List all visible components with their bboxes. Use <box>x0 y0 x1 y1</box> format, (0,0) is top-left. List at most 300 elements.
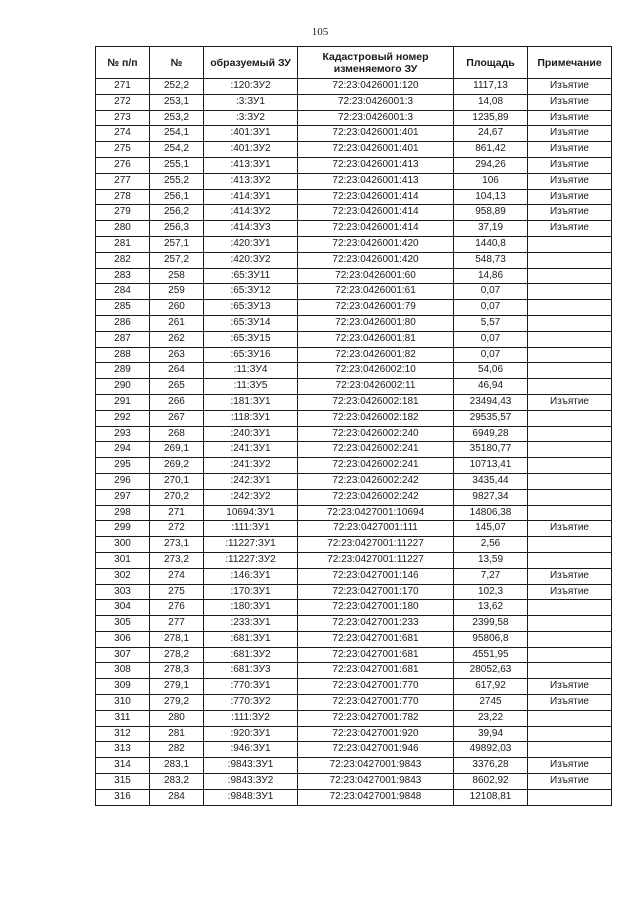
cell-formed-plot: :65:ЗУ16 <box>204 347 298 363</box>
cell-area: 24,67 <box>454 126 528 142</box>
cell-number: 253,2 <box>150 110 204 126</box>
cell-number: 256,1 <box>150 189 204 205</box>
cell-formed-plot: :770:ЗУ1 <box>204 679 298 695</box>
cell-formed-plot: :65:ЗУ13 <box>204 300 298 316</box>
cell-number: 254,2 <box>150 142 204 158</box>
cell-number: 265 <box>150 379 204 395</box>
cell-row-number: 316 <box>96 789 150 805</box>
cell-number: 260 <box>150 300 204 316</box>
table-row <box>96 695 612 711</box>
cell-note <box>528 631 612 647</box>
cell-formed-plot: :240:ЗУ1 <box>204 426 298 442</box>
table-row <box>96 142 612 158</box>
table-row <box>96 126 612 142</box>
table-row <box>96 473 612 489</box>
cell-number: 256,3 <box>150 221 204 237</box>
cell-area: 14,86 <box>454 268 528 284</box>
cell-cadastral-number: 72:23:0427001:170 <box>298 584 454 600</box>
table-row <box>96 584 612 600</box>
cell-row-number: 311 <box>96 710 150 726</box>
table-row <box>96 252 612 268</box>
cell-cadastral-number: 72:23:0426001:401 <box>298 142 454 158</box>
cell-area: 1235,89 <box>454 110 528 126</box>
cell-row-number: 282 <box>96 252 150 268</box>
cell-number: 282 <box>150 742 204 758</box>
cell-number: 266 <box>150 394 204 410</box>
cell-row-number: 288 <box>96 347 150 363</box>
cell-note <box>528 616 612 632</box>
cell-number: 274 <box>150 568 204 584</box>
cell-note: Изъятие <box>528 758 612 774</box>
table-row <box>96 110 612 126</box>
cell-cadastral-number: 72:23:0426001:420 <box>298 236 454 252</box>
cell-cadastral-number: 72:23:0427001:770 <box>298 695 454 711</box>
header-formed-plot: образуемый ЗУ <box>204 47 298 79</box>
cell-formed-plot: :9843:ЗУ1 <box>204 758 298 774</box>
cell-note: Изъятие <box>528 774 612 790</box>
cell-note: Изъятие <box>528 521 612 537</box>
table-row <box>96 742 612 758</box>
cell-row-number: 285 <box>96 300 150 316</box>
cell-note: Изъятие <box>528 126 612 142</box>
cell-area: 95806,8 <box>454 631 528 647</box>
cell-formed-plot: :181:ЗУ1 <box>204 394 298 410</box>
cell-row-number: 277 <box>96 173 150 189</box>
table-row <box>96 552 612 568</box>
cell-area: 958,89 <box>454 205 528 221</box>
cell-cadastral-number: 72:23:0426002:182 <box>298 410 454 426</box>
cell-row-number: 312 <box>96 726 150 742</box>
cell-note: Изъятие <box>528 568 612 584</box>
cell-area: 617,92 <box>454 679 528 695</box>
table-row <box>96 647 612 663</box>
cell-row-number: 293 <box>96 426 150 442</box>
cell-note: Изъятие <box>528 110 612 126</box>
cell-formed-plot: :401:ЗУ1 <box>204 126 298 142</box>
cell-area: 37,19 <box>454 221 528 237</box>
cell-area: 54,06 <box>454 363 528 379</box>
cell-area: 4551,95 <box>454 647 528 663</box>
cell-note <box>528 710 612 726</box>
header-cadastral-number: Кадастровый номер изменяемого ЗУ <box>298 47 454 79</box>
cell-row-number: 313 <box>96 742 150 758</box>
cell-area: 861,42 <box>454 142 528 158</box>
cell-cadastral-number: 72:23:0426002:11 <box>298 379 454 395</box>
cell-area: 10713,41 <box>454 458 528 474</box>
cell-note <box>528 347 612 363</box>
cell-area: 0,07 <box>454 284 528 300</box>
cell-area: 35180,77 <box>454 442 528 458</box>
cell-number: 255,2 <box>150 173 204 189</box>
cell-cadastral-number: 72:23:0426001:3 <box>298 110 454 126</box>
cell-cadastral-number: 72:23:0427001:233 <box>298 616 454 632</box>
cell-row-number: 290 <box>96 379 150 395</box>
cell-number: 262 <box>150 331 204 347</box>
table-row <box>96 284 612 300</box>
cell-formed-plot: 10694:ЗУ1 <box>204 505 298 521</box>
cell-area: 0,07 <box>454 347 528 363</box>
cell-row-number: 287 <box>96 331 150 347</box>
cell-number: 263 <box>150 347 204 363</box>
cell-note <box>528 315 612 331</box>
cell-number: 273,2 <box>150 552 204 568</box>
cell-number: 264 <box>150 363 204 379</box>
cell-note <box>528 473 612 489</box>
table-row <box>96 173 612 189</box>
cell-number: 253,1 <box>150 94 204 110</box>
cell-number: 276 <box>150 600 204 616</box>
cell-formed-plot: :11:ЗУ5 <box>204 379 298 395</box>
table-row <box>96 710 612 726</box>
cell-formed-plot: :146:ЗУ1 <box>204 568 298 584</box>
cell-row-number: 278 <box>96 189 150 205</box>
cell-cadastral-number: 72:23:0426002:240 <box>298 426 454 442</box>
cell-formed-plot: :65:ЗУ14 <box>204 315 298 331</box>
cell-row-number: 306 <box>96 631 150 647</box>
table-row <box>96 726 612 742</box>
cell-formed-plot: :414:ЗУ1 <box>204 189 298 205</box>
cell-cadastral-number: 72:23:0427001:770 <box>298 679 454 695</box>
cell-cadastral-number: 72:23:0426001:120 <box>298 79 454 95</box>
table-row <box>96 631 612 647</box>
cell-number: 279,1 <box>150 679 204 695</box>
cell-number: 269,1 <box>150 442 204 458</box>
table-row <box>96 789 612 805</box>
table-row <box>96 410 612 426</box>
cell-note <box>528 426 612 442</box>
cell-number: 275 <box>150 584 204 600</box>
cell-number: 278,3 <box>150 663 204 679</box>
table-row <box>96 363 612 379</box>
cell-cadastral-number: 72:23:0427001:782 <box>298 710 454 726</box>
cell-number: 267 <box>150 410 204 426</box>
table-row <box>96 394 612 410</box>
cell-cadastral-number: 72:23:0426001:420 <box>298 252 454 268</box>
cell-formed-plot: :770:ЗУ2 <box>204 695 298 711</box>
table-row <box>96 268 612 284</box>
cell-number: 270,2 <box>150 489 204 505</box>
table-row <box>96 505 612 521</box>
cell-cadastral-number: 72:23:0426002:241 <box>298 442 454 458</box>
cell-row-number: 294 <box>96 442 150 458</box>
cell-formed-plot: :9848:ЗУ1 <box>204 789 298 805</box>
cell-note: Изъятие <box>528 142 612 158</box>
cell-area: 14806,38 <box>454 505 528 521</box>
cell-area: 12108,81 <box>454 789 528 805</box>
cell-area: 6949,28 <box>454 426 528 442</box>
table-row <box>96 236 612 252</box>
cell-area: 14,08 <box>454 94 528 110</box>
cell-note: Изъятие <box>528 394 612 410</box>
cell-cadastral-number: 72:23:0426001:414 <box>298 221 454 237</box>
cell-formed-plot: :920:ЗУ1 <box>204 726 298 742</box>
cell-formed-plot: :241:ЗУ1 <box>204 442 298 458</box>
table-row <box>96 600 612 616</box>
cell-number: 268 <box>150 426 204 442</box>
table-row <box>96 379 612 395</box>
cell-cadastral-number: 72:23:0427001:10694 <box>298 505 454 521</box>
cell-row-number: 303 <box>96 584 150 600</box>
cell-area: 2,56 <box>454 537 528 553</box>
cell-formed-plot: :413:ЗУ1 <box>204 157 298 173</box>
cell-note: Изъятие <box>528 173 612 189</box>
cell-row-number: 283 <box>96 268 150 284</box>
cell-area: 294,26 <box>454 157 528 173</box>
cell-cadastral-number: 72:23:0426002:242 <box>298 489 454 505</box>
cell-formed-plot: :111:ЗУ1 <box>204 521 298 537</box>
cell-note: Изъятие <box>528 679 612 695</box>
cell-formed-plot: :413:ЗУ2 <box>204 173 298 189</box>
cell-number: 281 <box>150 726 204 742</box>
cell-area: 23,22 <box>454 710 528 726</box>
cell-formed-plot: :118:ЗУ1 <box>204 410 298 426</box>
cell-formed-plot: :242:ЗУ2 <box>204 489 298 505</box>
cell-formed-plot: :65:ЗУ12 <box>204 284 298 300</box>
cell-note <box>528 252 612 268</box>
cell-formed-plot: :241:ЗУ2 <box>204 458 298 474</box>
cell-row-number: 289 <box>96 363 150 379</box>
table-row <box>96 189 612 205</box>
cell-number: 279,2 <box>150 695 204 711</box>
table-row <box>96 331 612 347</box>
cell-cadastral-number: 72:23:0426001:414 <box>298 189 454 205</box>
cell-formed-plot: :946:ЗУ1 <box>204 742 298 758</box>
cell-row-number: 296 <box>96 473 150 489</box>
cell-cadastral-number: 72:23:0426001:413 <box>298 157 454 173</box>
cell-area: 0,07 <box>454 300 528 316</box>
cell-area: 3376,28 <box>454 758 528 774</box>
cell-formed-plot: :170:ЗУ1 <box>204 584 298 600</box>
cell-cadastral-number: 72:23:0426001:3 <box>298 94 454 110</box>
cell-note <box>528 331 612 347</box>
table-row <box>96 489 612 505</box>
cell-formed-plot: :681:ЗУ3 <box>204 663 298 679</box>
cell-row-number: 291 <box>96 394 150 410</box>
cell-area: 13,62 <box>454 600 528 616</box>
cell-cadastral-number: 72:23:0426001:61 <box>298 284 454 300</box>
cell-note <box>528 726 612 742</box>
cell-row-number: 315 <box>96 774 150 790</box>
cell-cadastral-number: 72:23:0427001:111 <box>298 521 454 537</box>
cell-note: Изъятие <box>528 79 612 95</box>
cell-formed-plot: :414:ЗУ2 <box>204 205 298 221</box>
cell-note <box>528 236 612 252</box>
cell-cadastral-number: 72:23:0427001:9843 <box>298 774 454 790</box>
cell-area: 13,59 <box>454 552 528 568</box>
cell-row-number: 274 <box>96 126 150 142</box>
cell-row-number: 307 <box>96 647 150 663</box>
table-row <box>96 94 612 110</box>
cell-formed-plot: :3:ЗУ1 <box>204 94 298 110</box>
cell-row-number: 299 <box>96 521 150 537</box>
table-body <box>96 79 612 806</box>
cell-cadastral-number: 72:23:0426001:82 <box>298 347 454 363</box>
cell-number: 280 <box>150 710 204 726</box>
cell-cadastral-number: 72:23:0426001:81 <box>298 331 454 347</box>
cell-row-number: 301 <box>96 552 150 568</box>
cell-note <box>528 300 612 316</box>
cell-note <box>528 458 612 474</box>
cell-formed-plot: :180:ЗУ1 <box>204 600 298 616</box>
cell-row-number: 298 <box>96 505 150 521</box>
table-row <box>96 157 612 173</box>
cell-area: 1440,8 <box>454 236 528 252</box>
cell-cadastral-number: 72:23:0426002:181 <box>298 394 454 410</box>
cell-area: 5,57 <box>454 315 528 331</box>
header-area: Площадь <box>454 47 528 79</box>
cell-area: 29535,57 <box>454 410 528 426</box>
cell-formed-plot: :11:ЗУ4 <box>204 363 298 379</box>
cell-note <box>528 789 612 805</box>
cell-note <box>528 284 612 300</box>
cell-row-number: 300 <box>96 537 150 553</box>
cell-number: 283,1 <box>150 758 204 774</box>
cell-note <box>528 410 612 426</box>
cell-formed-plot: :65:ЗУ15 <box>204 331 298 347</box>
cell-row-number: 305 <box>96 616 150 632</box>
cell-number: 278,2 <box>150 647 204 663</box>
cell-row-number: 309 <box>96 679 150 695</box>
cell-cadastral-number: 72:23:0427001:681 <box>298 663 454 679</box>
cell-cadastral-number: 72:23:0426001:60 <box>298 268 454 284</box>
cell-row-number: 308 <box>96 663 150 679</box>
cell-number: 273,1 <box>150 537 204 553</box>
cell-note <box>528 489 612 505</box>
cell-area: 9827,34 <box>454 489 528 505</box>
cell-note <box>528 363 612 379</box>
cell-note <box>528 537 612 553</box>
cell-formed-plot: :3:ЗУ2 <box>204 110 298 126</box>
table-row <box>96 521 612 537</box>
cell-area: 1117,13 <box>454 79 528 95</box>
header-row-number: № п/п <box>96 47 150 79</box>
cell-note <box>528 505 612 521</box>
table-row <box>96 442 612 458</box>
table-row <box>96 663 612 679</box>
cell-number: 254,1 <box>150 126 204 142</box>
cell-cadastral-number: 72:23:0427001:946 <box>298 742 454 758</box>
cell-area: 46,94 <box>454 379 528 395</box>
cell-note: Изъятие <box>528 157 612 173</box>
cell-number: 271 <box>150 505 204 521</box>
table-row <box>96 300 612 316</box>
cell-note <box>528 552 612 568</box>
table-row <box>96 205 612 221</box>
cell-formed-plot: :11227:ЗУ1 <box>204 537 298 553</box>
cell-note: Изъятие <box>528 584 612 600</box>
cell-row-number: 280 <box>96 221 150 237</box>
cell-formed-plot: :401:ЗУ2 <box>204 142 298 158</box>
cell-note <box>528 600 612 616</box>
cell-note: Изъятие <box>528 189 612 205</box>
cell-row-number: 275 <box>96 142 150 158</box>
cell-cadastral-number: 72:23:0427001:9843 <box>298 758 454 774</box>
cell-note: Изъятие <box>528 695 612 711</box>
cell-row-number: 295 <box>96 458 150 474</box>
cell-area: 2745 <box>454 695 528 711</box>
cell-cadastral-number: 72:23:0427001:920 <box>298 726 454 742</box>
cell-number: 261 <box>150 315 204 331</box>
cell-number: 256,2 <box>150 205 204 221</box>
cell-row-number: 273 <box>96 110 150 126</box>
table-row <box>96 315 612 331</box>
cell-note <box>528 647 612 663</box>
cell-row-number: 310 <box>96 695 150 711</box>
cell-note <box>528 663 612 679</box>
cell-cadastral-number: 72:23:0427001:11227 <box>298 537 454 553</box>
table-row <box>96 537 612 553</box>
page-number: 105 <box>311 26 329 38</box>
cell-row-number: 286 <box>96 315 150 331</box>
cell-row-number: 276 <box>96 157 150 173</box>
cell-note <box>528 442 612 458</box>
cell-formed-plot: :242:ЗУ1 <box>204 473 298 489</box>
cell-area: 23494,43 <box>454 394 528 410</box>
cell-number: 278,1 <box>150 631 204 647</box>
cell-area: 106 <box>454 173 528 189</box>
cell-cadastral-number: 72:23:0427001:11227 <box>298 552 454 568</box>
cell-row-number: 314 <box>96 758 150 774</box>
cell-formed-plot: :414:ЗУ3 <box>204 221 298 237</box>
cell-cadastral-number: 72:23:0426001:413 <box>298 173 454 189</box>
cell-area: 2399,58 <box>454 616 528 632</box>
cell-cadastral-number: 72:23:0427001:681 <box>298 631 454 647</box>
cell-formed-plot: :681:ЗУ2 <box>204 647 298 663</box>
table-row <box>96 568 612 584</box>
cell-number: 252,2 <box>150 79 204 95</box>
header-note: Примечание <box>528 47 612 79</box>
cell-area: 3435,44 <box>454 473 528 489</box>
cell-row-number: 297 <box>96 489 150 505</box>
cell-row-number: 292 <box>96 410 150 426</box>
cell-number: 270,1 <box>150 473 204 489</box>
cell-cadastral-number: 72:23:0426001:80 <box>298 315 454 331</box>
cell-area: 28052,63 <box>454 663 528 679</box>
table-row <box>96 221 612 237</box>
table-row <box>96 774 612 790</box>
cell-note: Изъятие <box>528 205 612 221</box>
cell-area: 8602,92 <box>454 774 528 790</box>
cell-formed-plot: :11227:ЗУ2 <box>204 552 298 568</box>
cell-area: 145,07 <box>454 521 528 537</box>
cell-formed-plot: :420:ЗУ2 <box>204 252 298 268</box>
cell-number: 283,2 <box>150 774 204 790</box>
cell-formed-plot: :111:ЗУ2 <box>204 710 298 726</box>
table-row <box>96 616 612 632</box>
table-row <box>96 347 612 363</box>
table-row <box>96 79 612 95</box>
cell-formed-plot: :9843:ЗУ2 <box>204 774 298 790</box>
cell-row-number: 272 <box>96 94 150 110</box>
header-number: № <box>150 47 204 79</box>
cell-cadastral-number: 72:23:0427001:681 <box>298 647 454 663</box>
cell-cadastral-number: 72:23:0426001:79 <box>298 300 454 316</box>
cell-number: 272 <box>150 521 204 537</box>
cell-number: 255,1 <box>150 157 204 173</box>
cell-cadastral-number: 72:23:0426002:241 <box>298 458 454 474</box>
cell-row-number: 304 <box>96 600 150 616</box>
cell-row-number: 271 <box>96 79 150 95</box>
cell-area: 0,07 <box>454 331 528 347</box>
cell-area: 39,94 <box>454 726 528 742</box>
cell-formed-plot: :681:ЗУ1 <box>204 631 298 647</box>
cell-area: 49892,03 <box>454 742 528 758</box>
cell-row-number: 302 <box>96 568 150 584</box>
table-row <box>96 758 612 774</box>
cell-number: 284 <box>150 789 204 805</box>
cell-number: 277 <box>150 616 204 632</box>
cell-cadastral-number: 72:23:0427001:180 <box>298 600 454 616</box>
